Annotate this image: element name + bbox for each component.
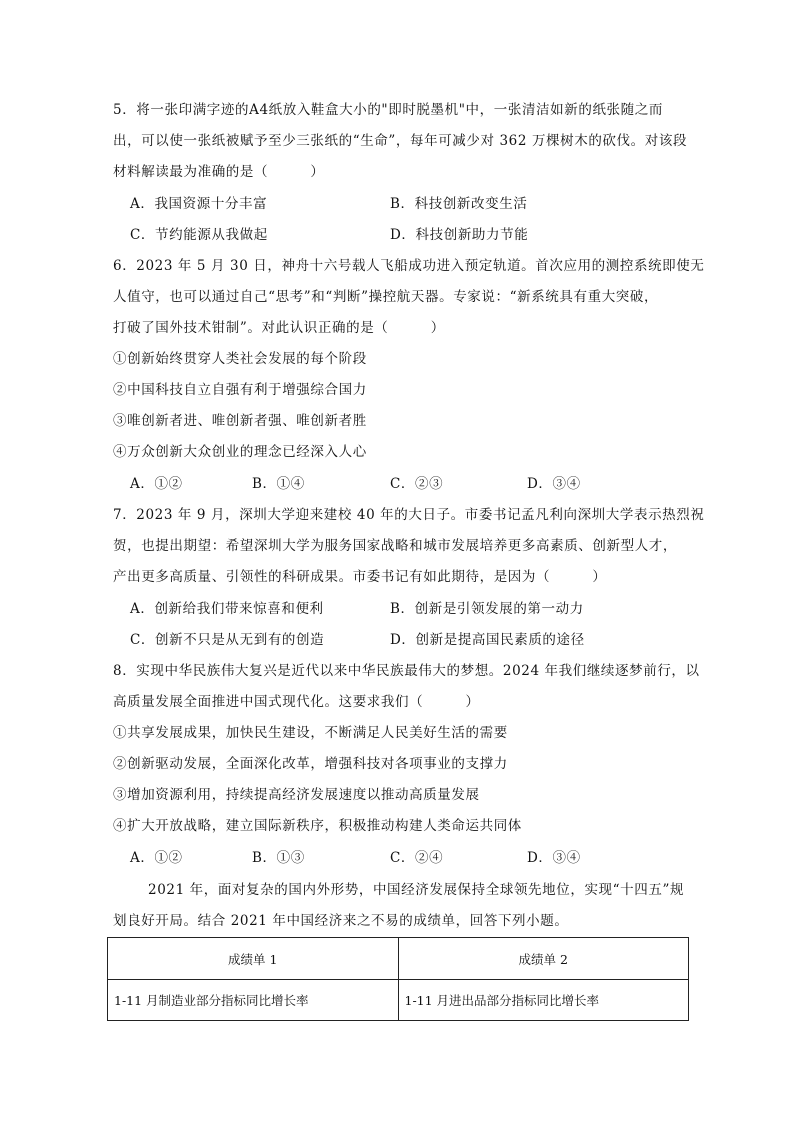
scores-table — [107, 937, 689, 1021]
q6-statement-4: ④万众创新大众创业的理念已经深入人心 — [113, 444, 367, 460]
q7-option-a: A．创新给我们带来惊喜和便利 — [130, 601, 324, 617]
intro-line-1: 2021 年，面对复杂的国内外形势，中国经济发展保持全球领先地位，实现“十四五”规 — [148, 882, 685, 898]
q6-option-d: D．③④ — [527, 476, 581, 492]
q8-option-d: D．③④ — [527, 850, 581, 866]
q8-option-b: B．①③ — [252, 850, 305, 866]
intro-line-2: 划良好开局。结合 2021 年中国经济来之不易的成绩单，回答下列小题。 — [113, 913, 569, 929]
q5-line-3: 材料解读最为准确的是（ ） — [113, 164, 325, 180]
table-header-cell: 成绩单 1 — [108, 938, 399, 980]
q5-line-2: 出，可以使一张纸被赋予至少三张纸的“生命”，每年可减少对 362 万棵树木的砍伐。对该段 — [113, 133, 688, 149]
table-cell: 1-11 月制造业部分指标同比增长率 — [108, 980, 399, 1021]
q8-line-2: 高质量发展全面推进中国式现代化。这要求我们（ ） — [113, 694, 480, 710]
q6-statement-1: ①创新始终贯穿人类社会发展的每个阶段 — [113, 351, 367, 367]
q8-statement-1: ①共享发展成果，加快民生建设，不断满足人民美好生活的需要 — [113, 725, 508, 741]
q6-line-2: 人值守，也可以通过自己“思考”和“判断”操控航天器。专家说：“新系统具有重大突破， — [113, 289, 659, 305]
q8-statement-4: ④扩大开放战略，建立国际新秩序，积极推动构建人类命运共同体 — [113, 818, 522, 834]
q8-statement-3: ③增加资源利用，持续提高经济发展速度以推动高质量发展 — [113, 787, 480, 803]
q7-option-d: D．创新是提高国民素质的途径 — [390, 632, 585, 648]
q6-option-b: B．①④ — [252, 476, 305, 492]
table-row — [108, 980, 689, 1021]
table-cell: 1-11 月进出品部分指标同比增长率 — [398, 980, 689, 1021]
q6-statement-3: ③唯创新者进、唯创新者强、唯创新者胜 — [113, 413, 367, 429]
q6-option-a: A．①② — [130, 476, 183, 492]
q7-line-3: 产出更多高质量、引领性的科研成果。市委书记有如此期待，是因为（ ） — [113, 569, 607, 585]
q8-statement-2: ②创新驱动发展，全面深化改革，增强科技对各项事业的支撑力 — [113, 756, 508, 772]
q8-option-c: C．②④ — [390, 850, 444, 866]
q5-option-a: A．我国资源十分丰富 — [130, 196, 268, 212]
q6-option-c: C．②③ — [390, 476, 444, 492]
q5-option-b: B．科技创新改变生活 — [390, 196, 528, 212]
q6-line-1: 6．2023 年 5 月 30 日，神舟十六号载人飞船成功进入预定轨道。首次应用的测控系统即使无 — [113, 258, 705, 274]
q7-option-b: B．创新是引领发展的第一动力 — [390, 601, 584, 617]
q8-option-a: A．①② — [130, 850, 183, 866]
q5-line-1: 5．将一张印满字迹的A4纸放入鞋盒大小的"即时脱墨机"中，一张清洁如新的纸张随之而 — [113, 102, 663, 118]
q6-line-3: 打破了国外技术钳制”。对此认识正确的是（ ） — [113, 320, 445, 336]
q7-option-c: C．创新不只是从无到有的创造 — [130, 632, 325, 648]
q7-line-1: 7．2023 年 9 月，深圳大学迎来建校 40 年的大日子。市委书记孟凡利向深圳大学表示热烈祝 — [113, 507, 705, 523]
q5-option-c: C．节约能源从我做起 — [130, 227, 268, 243]
table-header-cell: 成绩单 2 — [398, 938, 689, 980]
table-header-row — [108, 938, 689, 980]
q7-line-2: 贺，也提出期望：希望深圳大学为服务国家战略和城市发展培养更多高素质、创新型人才， — [113, 538, 677, 554]
q5-option-d: D．科技创新助力节能 — [390, 227, 529, 243]
q8-line-1: 8．实现中华民族伟大复兴是近代以来中华民族最伟大的梦想。2024 年我们继续逐梦前行，以 — [113, 663, 700, 679]
q6-statement-2: ②中国科技自立自强有利于增强综合国力 — [113, 382, 367, 398]
